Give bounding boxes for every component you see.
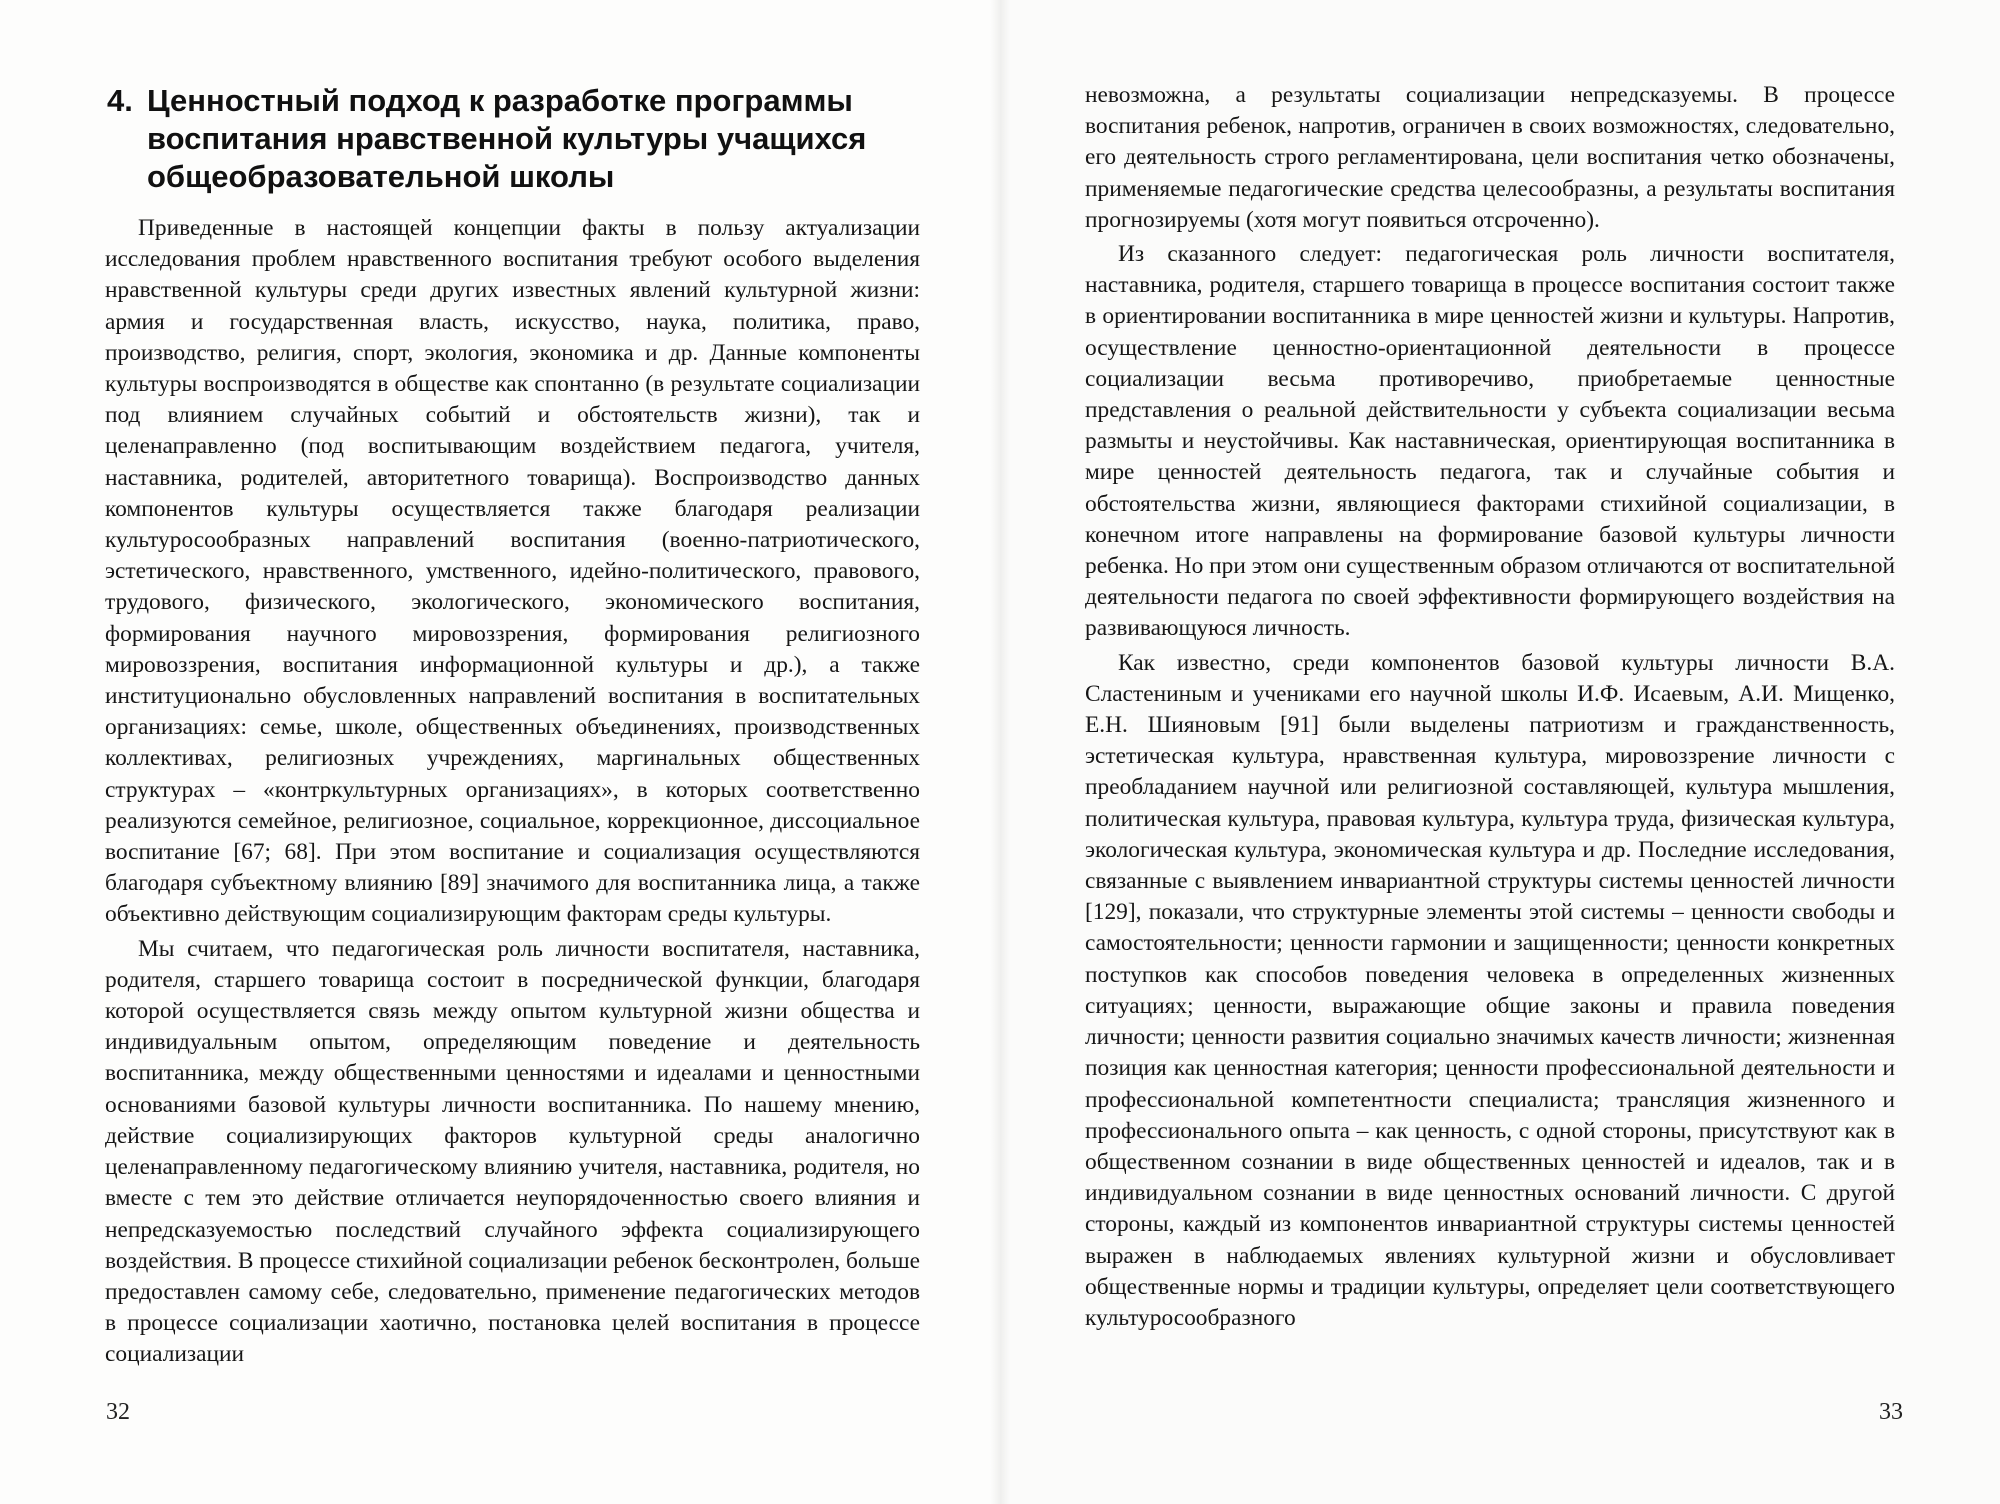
page-number: 32 — [106, 1399, 130, 1425]
paragraph: невозможна, а результаты социализации непредсказуемы. В процессе воспитания ребенок, напротив, ограничен в своих возможностях, следовательно, его деятельность строго регламентирована, цели воспитания четко обозначены, применяемые педагогические средства целесообразны, а результаты воспитания прогнозируемы (хотя могут появиться отсроченно). — [1085, 82, 1895, 233]
paragraph: Из сказанного следует: педагогическая роль личности воспитателя, наставника, родителя, старшего товарища в процессе воспитания состоит также в ориентировании воспитанника в мире ценностей жизни и культуры. Напротив, осуществление ценностно-ориентационной деятельности в процессе социализации весьма противоречиво, приобретаемые ценностные представления о реальной действительности у субъекта социализации весьма размыты и неустойчивы. Как наставническая, ориентирующая воспитанника в мире ценностей деятельность педагога, так и случайные события и обстоятельства жизни, являющиеся факторами стихийной социализации, в конечном итоге направлены на формирование базовой культуры личности ребенка. Но при этом они существенным образом отличаются от воспитательной деятельности педагога по своей эффективности формирующего воздействия на развивающуюся личность. — [1085, 241, 1895, 642]
chapter-heading — [107, 82, 937, 196]
chapter-title: Ценностный подход к разработке программы воспитания нравственной культуры учащихся общеобразовательной школы — [147, 83, 867, 194]
page-number: 33 — [1879, 1399, 1903, 1425]
left-text-column — [105, 213, 920, 1371]
chapter-number: 4. — [107, 83, 133, 118]
right-text-column — [1085, 80, 1895, 1334]
paragraph: Приведенные в настоящей концепции факты в пользу актуализации исследования проблем нравственного воспитания требуют особого выделения нравственной культуры среди других известных явлений культурной жизни: армия и государственная власть, искусство, наука, политика, право, производство, религия, спорт, экология, экономика и др. Данные компоненты культуры воспроизводятся в обществе как спонтанно (в результате социализации под влиянием случайных событий и обстоятельств жизни), так и целенаправленно (под воспитывающим воздействием педагога, учителя, наставника, родителей, авторитетного товарища). Воспроизводство данных компонентов культуры осуществляется также благодаря реализации культуросообразных направлений воспитания (военно-патриотического, эстетического, нравственного, умственного, идейно-политического, правового, трудового, физического, экологического, экономического воспитания, формирования научного мировоззрения, формирования религиозного мировоззрения, воспитания информационной культуры и др.), а также институционально обусловленных направлений воспитания в воспитательных организациях: семье, школе, общественных объединениях, производственных коллективах, религиозных учреждениях, маргинальных общественных структурах – «контркультурных организациях», в которых соответственно реализуются семейное, религиозное, социальное, коррекционное, диссоциальное воспитание [67; 68]. При этом воспитание и социализация осуществляются благодаря субъектному влиянию [89] значимого для воспитанника лица, а также объективно действующим социализирующим факторам среды культуры. — [105, 215, 920, 928]
paragraph: Как известно, среди компонентов базовой культуры личности В.А. Сластениным и учениками его научной школы И.Ф. Исаевым, А.И. Мищенко, Е.Н. Шияновым [91] были выделены патриотизм и гражданственность, эстетическая культура, нравственная культура, мировоззрение личности с преобладанием научной или религиозной составляющей, культура мышления, политическая культура, правовая культура, культура труда, физическая культура, экологическая культура, экономическая культура и др. Последние исследования, связанные с выявлением инвариантной структуры системы ценностей личности [129], показали, что структурные элементы этой системы – ценности свободы и самостоятельности; ценности гармонии и защищенности; ценности конкретных поступков как способов поведения человека в определенных жизненных ситуациях; ценности, выражающие общие законы и правила поведения личности; ценности развития социально значимых качеств личности; жизненная позиция как ценностная категория; ценности профессиональной деятельности и профессиональной компетентности специалиста; трансляция жизненного и профессионального опыта – как ценность, с одной стороны, присутствуют как в общественном сознании в виде общественных ценностей и идеалов, так и в индивидуальном сознании в виде ценностных оснований личности. С другой стороны, каждый из компонентов инвариантной структуры системы ценностей выражен в наблюдаемых явлениях культурной жизни и обусловливает общественные нормы и традиции культуры, определяет цели соответствующего культуросообразного — [1085, 649, 1895, 1331]
paragraph: Мы считаем, что педагогическая роль личности воспитателя, наставника, родителя, старшего товарища состоит в посреднической функции, благодаря которой осуществляется связь между опытом культурной жизни общества и индивидуальным опытом, определяющим поведение и деятельность воспитанника, между общественными ценностями и идеалами и ценностными основаниями базовой культуры личности воспитанника. По нашему мнению, действие социализирующих факторов культурной среды аналогично целенаправленному педагогическому влиянию учителя, наставника, родителя, но вместе с тем это действие отличается неупорядоченностью своего влияния и непредсказуемостью последствий случайного эффекта социализирующего воздействия. В процессе стихийной социализации ребенок бесконтролен, больше предоставлен самому себе, следовательно, применение педагогических методов в процессе социализации хаотично, постановка целей воспитания в процессе социализации — [105, 935, 920, 1368]
right-page — [1000, 0, 2000, 1504]
book-gutter — [990, 0, 1010, 1504]
